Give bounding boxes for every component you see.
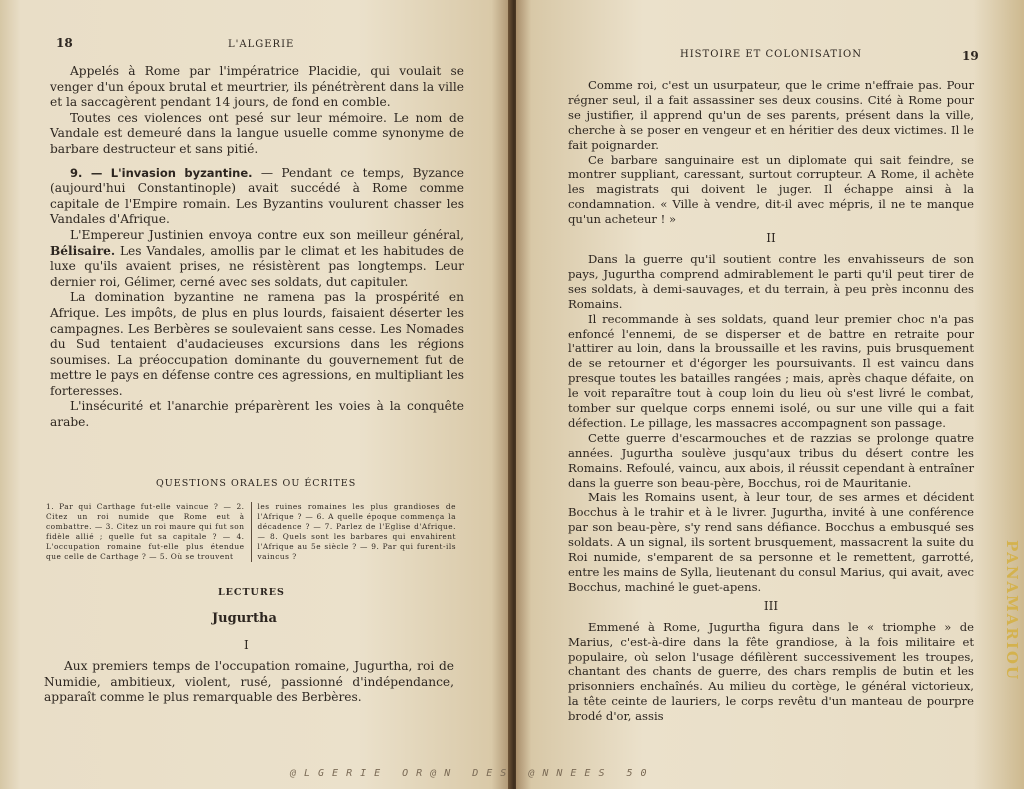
roman-numeral: I: [244, 638, 249, 652]
paragraph: L'insécurité et l'anarchie préparèrent les voies à la conquête arabe.: [50, 399, 464, 430]
side-watermark: PANAMARIOU: [1003, 540, 1021, 682]
paragraph: [50, 228, 464, 290]
bold-name: Bélisaire.: [50, 243, 116, 258]
paragraph: Emmené à Rome, Jugurtha figura dans le « triomphe » de Marius, c'est-à-dire dans la fête grandiose, à la fois militaire et populaire, où selon l'usage défilèrent successivement les troupes, chantant des chants de guerre, des chars remplis de butin et les prisonniers enchaînés. Au milieu du cortège, le général victorieux, la tête ceinte de lauriers, le corps revêtu d'un manteau de pourpre brodé d'or, assis: [568, 619, 974, 724]
paragraph: Dans la guerre qu'il soutient contre les envahisseurs de son pays, Jugurtha comprend admirablement le parti qu'il peut tirer de ses soldats, à demi-sauvages, et du terrain, à peu près inconnu des Romains.: [568, 251, 974, 311]
section-title: 9. — L'invasion byzantine.: [70, 165, 253, 180]
left-body-bottom: [44, 659, 454, 706]
questions-title: QUESTIONS ORALES OU ÉCRITES: [156, 478, 357, 489]
right-page: [516, 0, 1024, 789]
page-number-left: 18: [56, 36, 73, 50]
paragraph: Ce barbare sanguinaire est un diplomate qui sait feindre, se montrer suppliant, caressant, surtout corrupteur. A Rome, il achète les magistrats qui doivent le juger. Il échappe ainsi à la condamnation. « Ville à vendre, dit-il avec mépris, il ne te manque qu'un acheteur ! »: [568, 152, 974, 227]
running-head-right: HISTOIRE ET COLONISATION: [680, 49, 862, 60]
paragraph: Comme roi, c'est un usurpateur, que le crime n'effraie pas. Pour régner seul, il a fait assassiner ses deux cousins. Cité à Rome pour se justifier, il apprend qu'un de ses parents, présent dans la ville, cherche à se poser en vengeur et en héritier des deux victimes. Il le fait poignarder.: [568, 78, 974, 152]
lectures-title: LECTURES: [218, 587, 285, 598]
roman-numeral: III: [763, 598, 779, 613]
paragraph-text: L'Empereur Justinien envoya contre eux son meilleur général,: [70, 227, 464, 242]
paragraph-text: — Pendant ce temps, Byzance (aujourd'hui Constantinople) avait succédé à Rome comme capitale de l'Empire romain. Les Byzantins voulurent chasser les Vandales d'Afrique.: [50, 165, 464, 227]
paragraph: Aux premiers temps de l'occupation romaine, Jugurtha, roi de Numidie, ambitieux, violent, rusé, passionné d'indépendance, apparaît comme le plus remarquable des Berbères.: [44, 659, 454, 705]
running-head-left: L'ALGERIE: [228, 39, 295, 50]
roman-numeral: II: [766, 231, 776, 246]
paragraph: Toutes ces violences ont pesé sur leur mémoire. Le nom de Vandale est demeuré dans la langue usuelle comme synonyme de barbare destructeur et sans pitié.: [50, 110, 464, 156]
page-number-right: 19: [962, 49, 979, 63]
paragraph: Appelés à Rome par l'impératrice Placidie, qui voulait se venger d'un époux brutal et meurtrier, ils pénétrèrent dans la ville et la saccagèrent pendant 14 jours, de fond en comble.: [50, 64, 464, 110]
questions-column-1: 1. Par qui Carthage fut-elle vaincue ? — 2. Citez un roi numide que Rome eut à combattre. — 3. Citez un roi maure qui fut son fidèle allié ; quelle fut sa capitale ? — 4. L'occupation romaine fut-elle plus étendue que celle de Carthage ? — 5. Où se trouvent: [46, 502, 245, 561]
paragraph: [50, 166, 464, 228]
paragraph: Mais les Romains usent, à leur tour, de ses armes et décident Bocchus à le trahir et à le livrer. Jugurtha, invité à une conférence par son beau-père, s'y rend sans défiance. Bocchus a embusqué ses soldats. A un signal, ils sortent brusquement, massacrent la suite du Roi numide, s'emparent de sa personne et le remettent, garrotté, entre les mains de Sylla, lieutenant du consul Marius, qui avait, avec Bocchus, machiné le guet-apens.: [568, 490, 974, 594]
paragraph: Cette guerre d'escarmouches et de razzias se prolonge quatre années. Jugurtha soulève jusqu'aux tribus du désert contre les Romains. Refoulé, vaincu, aux abois, il réussit cependant à entraîner dans la guerre son beau-père, Bocchus, roi de Mauritanie.: [568, 430, 974, 490]
column-divider: [251, 502, 252, 562]
questions-column-2: les ruines romaines les plus grandioses de l'Afrique ? — 6. A quelle époque commença la décadence ? — 7. Parlez de l'Eglise d'Afrique. — 8. Quels sont les barbares qui envahirent l'Afrique au 5e siècle ? — 9. Par qui furent-ils vaincus ?: [257, 502, 456, 561]
paragraph-text: Les Vandales, amollis par le climat et les habitudes de luxe qu'ils avaient prises, ne résistèrent pas longtemps. Leur dernier roi, Gélimer, cerné avec ses soldats, dut capituler.: [50, 243, 464, 289]
paragraph: La domination byzantine ne ramena pas la prospérité en Afrique. Les impôts, de plus en plus lourds, faisaient déserter les campagnes. Les Berbères se soulevaient sans cesse. Les Nomades du Sud tentaient d'audacieuses excursions dans les régions soumises. La préoccupation dominante du gouvernement fut de mettre le pays en défense contre ces agressions, en multipliant les forteresses.: [50, 290, 464, 398]
right-body: [568, 78, 974, 724]
paragraph: Il recommande à ses soldats, quand leur premier choc n'a pas enfoncé l'ennemi, de se disperser et de battre en retraite pour l'attirer au loin, dans la broussaille et les ravins, puis brusquement de se retourner et d'égorger les poursuivants. Il est vaincu dans presque toutes les batailles rangées ; mais, après chaque défaite, on le voit reparaître tout à coup loin du lieu où s'est livré le combat, tomber sur quelque corps ennemi isolé, ou sur une ville qui a fait défection. Le pillage, les massacres accompagnent son passage.: [568, 311, 974, 430]
questions-block: [46, 502, 456, 562]
footer-watermark: @LGERIE OR@N DES @NNEES 50: [290, 768, 655, 779]
reading-title: Jugurtha: [212, 611, 277, 626]
left-body-top: [50, 64, 464, 431]
